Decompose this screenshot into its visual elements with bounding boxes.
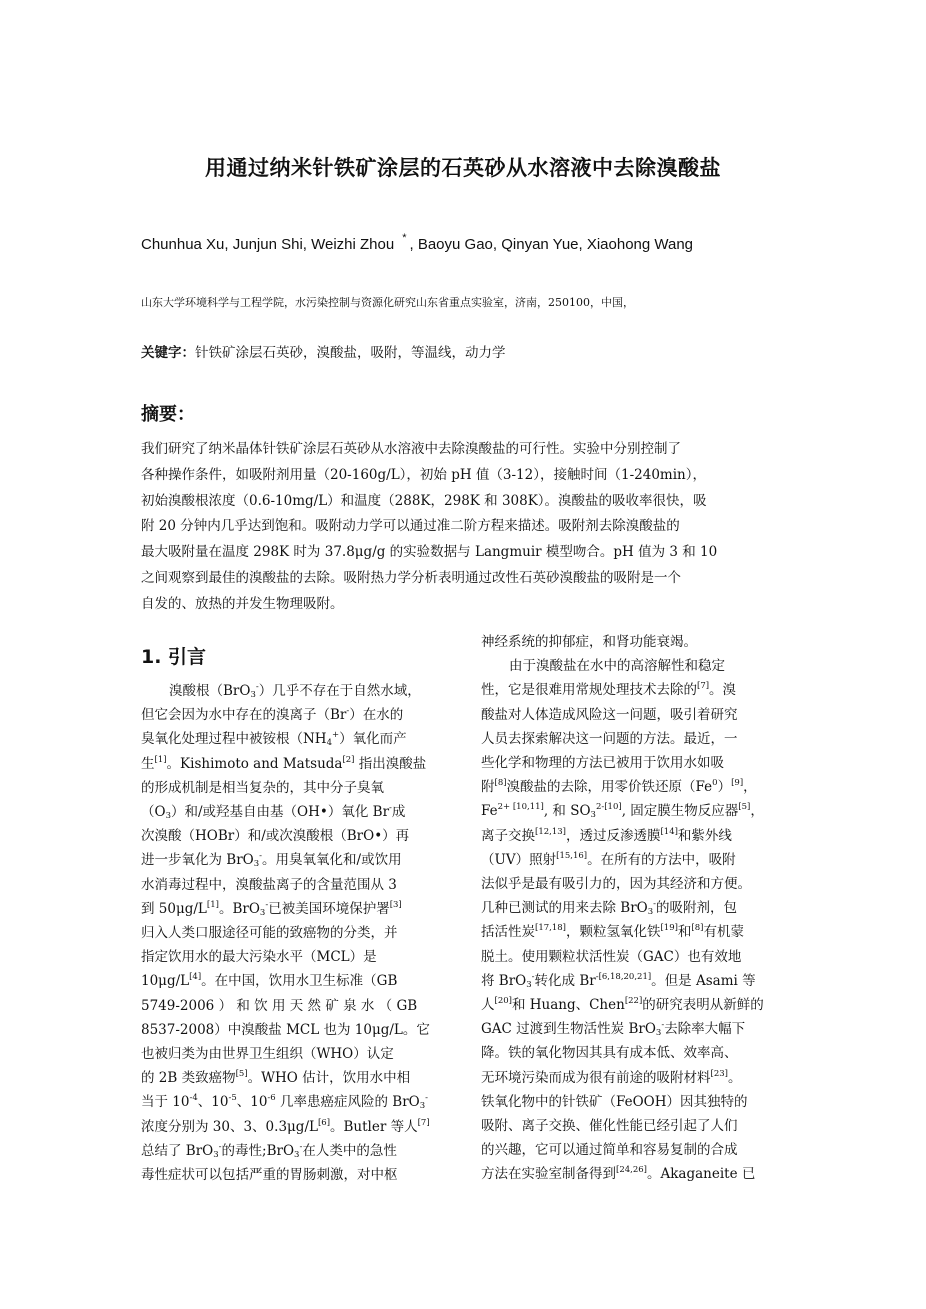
keywords-text: 针铁矿涂层石英砂，溴酸盐，吸附，等温线，动力学 bbox=[195, 345, 506, 361]
text-line bbox=[141, 1139, 453, 1163]
section-heading-introduction: 1. 引言 bbox=[141, 646, 207, 668]
text-line bbox=[141, 752, 453, 776]
text-line bbox=[481, 920, 793, 944]
text-line: 8537-2008）中溴酸盐 MCL 也为 10μg/L。它 bbox=[141, 1021, 430, 1038]
text-run: , 固定膜生物反应器 bbox=[621, 803, 739, 820]
text-run: 性，它是很难用常规处理技术去除的 bbox=[481, 682, 697, 699]
text-run: 人 bbox=[481, 997, 495, 1014]
text-line bbox=[481, 1017, 793, 1041]
author-list bbox=[141, 232, 693, 253]
text-run: 成 bbox=[391, 804, 406, 821]
abstract-line: 最大吸附量在温度 298K 时为 37.8μg/g 的实验数据与 Langmuir 模型吻合。pH 值为 3 和 10 bbox=[141, 544, 718, 561]
text-line: 的兴趣，它可以通过简单和容易复制的合成 bbox=[481, 1142, 738, 1159]
text-line bbox=[141, 800, 453, 824]
text-run: 总结了 BrO bbox=[141, 1142, 214, 1159]
text-run: 附 bbox=[481, 779, 495, 796]
text-line bbox=[481, 799, 793, 823]
text-line: 酸盐对人体造成风险这一问题，吸引着研究 bbox=[481, 706, 738, 723]
text-line bbox=[481, 1066, 793, 1090]
text-run: 无环境污染而成为很有前途的吸附材料 bbox=[481, 1069, 711, 1086]
citation: [12,13] bbox=[535, 826, 566, 837]
text-run: 几率患癌症风险的 BrO bbox=[275, 1094, 420, 1111]
text-line bbox=[481, 969, 793, 993]
text-line bbox=[481, 775, 793, 799]
text-run: 几种已测试的用来去除 BrO bbox=[481, 900, 648, 917]
text-run: 的毒性;BrO bbox=[221, 1142, 295, 1159]
citation: [1] bbox=[154, 754, 167, 765]
citation: [9] bbox=[731, 778, 744, 789]
text-run: 转化成 Br bbox=[534, 972, 596, 989]
superscript: + bbox=[332, 730, 340, 741]
text-line: 神经系统的抑郁症，和肾功能衰竭。 bbox=[481, 634, 697, 650]
text-line bbox=[481, 993, 793, 1017]
text-run: 。用臭氧氧化和/或饮用 bbox=[262, 852, 402, 869]
text-line bbox=[481, 848, 793, 872]
text-run: 。WHO 估计，饮用水中相 bbox=[247, 1070, 411, 1087]
intro-left-column bbox=[141, 679, 453, 1187]
citation: [2] bbox=[342, 754, 355, 765]
text-run: 有机蒙 bbox=[703, 924, 744, 941]
superscript: - bbox=[259, 851, 263, 862]
text-line: 毒性症状可以包括严重的胃肠刺激，对中枢 bbox=[141, 1167, 398, 1184]
text-line: 些化学和物理的方法已被用于饮用水如吸 bbox=[481, 755, 724, 772]
text-run: 生 bbox=[141, 755, 155, 772]
text-run: 。溴 bbox=[709, 682, 737, 699]
text-run: ）氧化而产 bbox=[339, 731, 407, 748]
text-line: 的形成机制是相当复杂的，其中分子臭氧 bbox=[141, 779, 384, 796]
citation: [19] bbox=[660, 923, 678, 934]
text-run: 、10 bbox=[236, 1094, 268, 1111]
citation: [22] bbox=[624, 996, 643, 1007]
text-line: 5749-2006 ） 和 饮 用 天 然 矿 泉 水 （ GB bbox=[141, 997, 418, 1014]
intro-right-column bbox=[481, 630, 793, 1187]
text-line: 吸附、离子交换、催化性能已经引起了人们 bbox=[481, 1118, 738, 1135]
text-line bbox=[141, 848, 453, 872]
citation: [5] bbox=[235, 1069, 248, 1080]
text-line bbox=[141, 703, 453, 727]
abstract-body bbox=[141, 437, 791, 618]
subscript: 3 bbox=[259, 907, 266, 918]
text-line bbox=[141, 1115, 453, 1139]
text-run: ， bbox=[743, 779, 757, 796]
text-line bbox=[481, 896, 793, 920]
citation: [17,18] bbox=[535, 923, 566, 934]
text-run: 。在所有的方法中，吸附 bbox=[587, 851, 736, 868]
abstract-line: 我们研究了纳米晶体针铁矿涂层石英砂从水溶液中去除溴酸盐的可行性。实验中分别控制了 bbox=[141, 441, 681, 457]
text-run: GAC 过渡到生物活性炭 BrO bbox=[481, 1021, 656, 1038]
text-run: 。在中国，饮用水卫生标准（GB bbox=[201, 973, 398, 990]
text-run: 。但是 Asami 等 bbox=[651, 972, 756, 989]
superscript: - bbox=[595, 971, 599, 982]
text-line bbox=[141, 969, 453, 993]
text-run: 在人类中的急性 bbox=[302, 1142, 397, 1159]
paper-title: 用通过纳米针铁矿涂层的石英砂从水溶液中去除溴酸盐 bbox=[205, 156, 721, 180]
superscript: -6 bbox=[267, 1093, 276, 1104]
text-run: 离子交换 bbox=[481, 827, 535, 844]
text-line bbox=[141, 679, 453, 703]
text-run: 进一步氧化为 BrO bbox=[141, 852, 254, 869]
citation: [1] bbox=[206, 899, 219, 910]
text-run: 当于 10 bbox=[141, 1094, 190, 1111]
citation: [7] bbox=[697, 681, 710, 692]
authors-part-2: , Baoyu Gao, Qinyan Yue, Xiaohong Wang bbox=[409, 236, 694, 253]
text-line bbox=[481, 824, 793, 848]
keywords bbox=[141, 341, 506, 361]
subscript: 3 bbox=[165, 811, 171, 822]
text-line: 指定饮用水的最大污染水平（MCL）是 bbox=[141, 949, 377, 966]
text-run: ）几乎不存在于自然水域， bbox=[258, 683, 421, 699]
citation: [24,26] bbox=[616, 1165, 647, 1176]
superscript: - bbox=[299, 1141, 303, 1152]
citation: [6,18,20,21] bbox=[598, 971, 652, 982]
text-line bbox=[141, 897, 453, 921]
text-run: （UV）照射 bbox=[481, 851, 557, 868]
citation: [15,16] bbox=[556, 850, 588, 861]
citation: [6] bbox=[317, 1117, 331, 1128]
citation: [8] bbox=[494, 778, 507, 789]
superscript: -5 bbox=[228, 1093, 237, 1104]
citation: [7] bbox=[417, 1117, 430, 1128]
superscript: 2- bbox=[595, 802, 605, 813]
superscript: - bbox=[265, 899, 269, 910]
citation: [23] bbox=[710, 1068, 728, 1079]
text-run: 。Butler 等人 bbox=[330, 1118, 418, 1135]
text-run: 。 bbox=[727, 1069, 742, 1086]
citation: [14] bbox=[660, 826, 678, 837]
citation: [3] bbox=[389, 899, 402, 910]
affiliation: 山东大学环境科学与工程学院，水污染控制与资源化研究山东省重点实验室，济南，250100，中国， bbox=[141, 296, 634, 309]
subscript: 3 bbox=[419, 1101, 426, 1112]
subscript: 3 bbox=[253, 859, 260, 870]
citation: [8] bbox=[691, 923, 704, 934]
superscript: - bbox=[425, 1093, 429, 1104]
text-line: 由于溴酸盐在水中的高溶解性和稳定 bbox=[509, 658, 725, 675]
text-run: 但它会因为水中存在的溴离子（Br bbox=[141, 707, 347, 724]
text-run: 已被美国环境保护署 bbox=[268, 900, 390, 917]
citation: [10] bbox=[604, 802, 622, 813]
text-run: Fe bbox=[481, 803, 498, 820]
keywords-label: 关键字： bbox=[141, 345, 195, 361]
text-run: 、10 bbox=[197, 1094, 229, 1111]
authors-part-1: Chunhua Xu, Junjun Shi, Weizhi Zhou bbox=[141, 236, 395, 253]
text-run: 的 2B 类致癌物 bbox=[141, 1070, 236, 1087]
subscript: 3 bbox=[647, 907, 654, 918]
text-run: 溴酸盐的去除，用零价铁还原（Fe bbox=[506, 779, 713, 796]
text-line: 人员去探索解决这一问题的方法。最近，一 bbox=[481, 730, 738, 747]
citation: [20] bbox=[494, 996, 512, 1007]
text-run: 的吸附剂，包 bbox=[656, 900, 738, 917]
text-line bbox=[481, 1162, 793, 1186]
superscript: - bbox=[255, 682, 259, 692]
text-run: ，颗粒氢氧化铁 bbox=[565, 924, 661, 941]
text-line: 也被归类为由世界卫生组织（WHO）认定 bbox=[141, 1046, 394, 1063]
superscript: - bbox=[531, 971, 535, 982]
subscript: 3 bbox=[294, 1149, 300, 1160]
abstract-heading: 摘要： bbox=[141, 404, 195, 425]
subscript: 3 bbox=[526, 979, 532, 990]
abstract-line: 自发的、放热的并发生物理吸附。 bbox=[141, 595, 344, 612]
citation: [4] bbox=[189, 972, 202, 983]
abstract-line: 附 20 分钟内几乎达到饱和。吸附动力学可以通过准二阶方程来描述。吸附剂去除溴酸盐的 bbox=[141, 518, 680, 535]
text-line: 脱土。使用颗粒状活性炭（GAC）也有效地 bbox=[481, 948, 742, 965]
subscript: 3 bbox=[250, 690, 256, 700]
text-run: ）和/或羟基自由基（OH•）氧化 Br bbox=[171, 804, 390, 821]
subscript: 4 bbox=[326, 738, 333, 749]
text-run: 和紫外线 bbox=[677, 827, 732, 844]
text-run: 方法在实验室制备得到 bbox=[481, 1166, 616, 1183]
text-run: 。Kishimoto and Matsuda bbox=[166, 755, 343, 772]
text-run: 浓度分别为 30、3、0.3μg/L bbox=[141, 1118, 318, 1135]
text-line: 次溴酸（HOBr）和/或次溴酸根（BrO•）再 bbox=[141, 828, 410, 845]
text-line bbox=[141, 1066, 453, 1090]
superscript: 0 bbox=[712, 778, 718, 789]
text-run: 括活性炭 bbox=[481, 924, 535, 941]
text-run: ）在水的 bbox=[349, 707, 404, 724]
superscript: 2+ bbox=[497, 802, 511, 813]
corresponding-author-star: * bbox=[402, 232, 407, 244]
text-run: , 和 SO bbox=[543, 803, 591, 820]
abstract-line: 各种操作条件，如吸附剂用量（20-160g/L），初始 pH 值（3-12），接触时间（1-240min）， bbox=[141, 466, 706, 483]
text-run: 。BrO bbox=[218, 900, 260, 917]
text-run: 臭氧化处理过程中被铵根（NH bbox=[141, 731, 327, 748]
citation: [10,11] bbox=[510, 802, 544, 813]
text-run: ） bbox=[717, 779, 732, 796]
superscript: - bbox=[661, 1020, 665, 1031]
text-run: 和 bbox=[677, 924, 692, 941]
superscript: -4 bbox=[189, 1093, 198, 1104]
abstract-line: 之间观察到最佳的溴酸盐的去除。吸附热力学分析表明通过改性石英砂溴酸盐的吸附是一个 bbox=[141, 569, 681, 586]
text-line bbox=[481, 678, 793, 702]
text-run: ，透过反渗透膜 bbox=[565, 827, 661, 844]
text-line: 降。铁的氧化物因其具有成本低、效率高、 bbox=[481, 1045, 738, 1062]
text-line: 水消毒过程中，溴酸盐离子的含量范围从 3 bbox=[141, 876, 397, 893]
text-run: 溴酸根（BrO bbox=[169, 683, 251, 699]
superscript: - bbox=[389, 803, 392, 814]
text-line: 归入人类口服途径可能的致癌物的分类，并 bbox=[141, 925, 398, 942]
subscript: 3 bbox=[213, 1149, 219, 1160]
text-line: 法似乎是最有吸引力的，因为其经济和方便。 bbox=[481, 876, 751, 893]
subscript: 3 bbox=[590, 810, 596, 821]
text-run: 去除率大幅下 bbox=[664, 1021, 746, 1038]
superscript: - bbox=[653, 899, 657, 910]
text-line bbox=[141, 1090, 453, 1114]
text-run: 将 BrO bbox=[481, 972, 527, 989]
text-run: ， bbox=[750, 803, 764, 820]
text-run: （O bbox=[141, 804, 166, 821]
subscript: 3 bbox=[655, 1028, 662, 1039]
superscript: - bbox=[218, 1141, 222, 1152]
text-run: 到 50μg/L bbox=[141, 900, 207, 917]
text-run: 指出溴酸盐 bbox=[354, 755, 427, 772]
text-line bbox=[141, 727, 453, 751]
superscript: - bbox=[346, 706, 350, 717]
text-run: 的研究表明从新鲜的 bbox=[642, 997, 764, 1014]
abstract-line: 初始溴酸根浓度（0.6-10mg/L）和温度（288K，298K 和 308K）。溴酸盐的吸收率很快，吸 bbox=[141, 492, 707, 509]
text-run: 和 Huang、Chen bbox=[511, 997, 625, 1014]
text-run: 。Akaganeite 已 bbox=[646, 1166, 756, 1183]
text-run: 10μg/L bbox=[141, 973, 190, 990]
citation: [5] bbox=[738, 802, 751, 813]
text-line: 铁氧化物中的针铁矿（FeOOH）因其独特的 bbox=[481, 1093, 748, 1110]
